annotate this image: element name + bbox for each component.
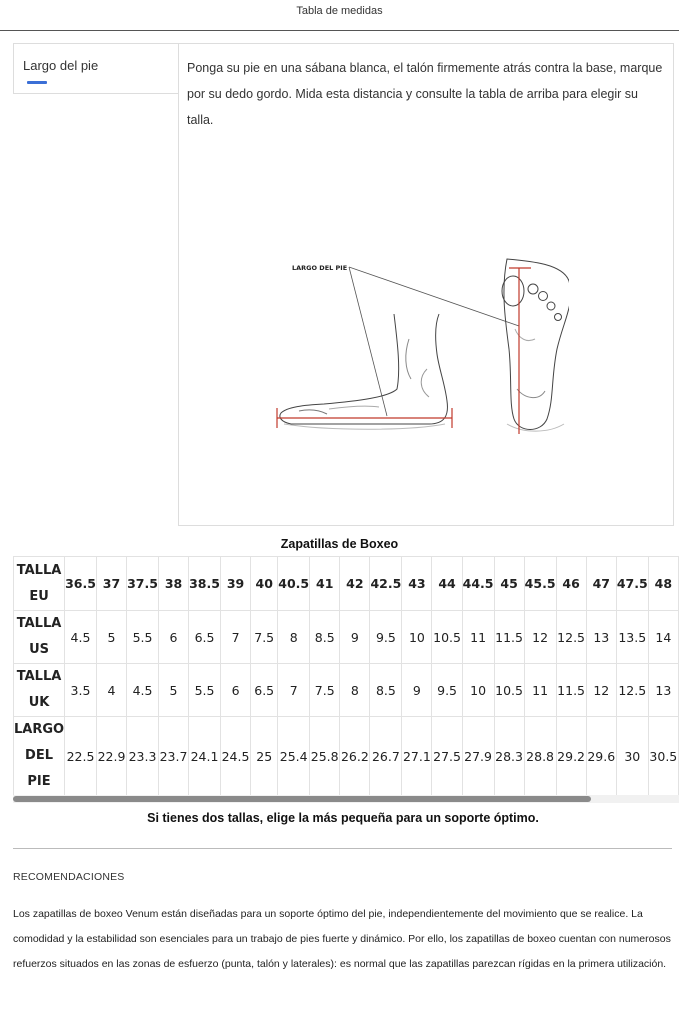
table-cell: 10 [462,664,494,717]
table-cell: 12 [586,664,616,717]
table-cell: 27.5 [432,717,462,796]
table-cell: 7 [220,611,250,664]
table-cell: 9 [402,664,432,717]
table-cell: 40 [251,557,278,611]
page-title: Tabla de medidas [296,5,383,17]
table-cell: 37 [96,557,126,611]
table-cell: 22.5 [65,717,97,796]
table-cell: 30.5 [648,717,678,796]
table-cell: 8.5 [310,611,340,664]
table-cell: 24.5 [220,717,250,796]
table-cell: 36.5 [65,557,97,611]
table-cell: 28.3 [494,717,524,796]
foot-length-measure-line [277,408,452,428]
size-table-title: Zapatillas de Boxeo [280,537,399,551]
table-cell: 27.1 [402,717,432,796]
row-header: LARGO DEL PIE [14,717,65,796]
table-cell: 26.2 [340,717,370,796]
table-row [14,664,679,717]
table-cell: 11.5 [556,664,586,717]
table-cell: 47 [586,557,616,611]
size-advice-note: Si tienes dos tallas, elige la más pequeña para un soporte óptimo. [147,811,539,825]
table-cell: 9 [340,611,370,664]
table-cell: 29.2 [556,717,586,796]
table-cell: 6.5 [189,611,221,664]
table-cell: 44.5 [462,557,494,611]
table-cell: 9.5 [370,611,402,664]
table-cell: 37.5 [127,557,159,611]
table-cell: 10.5 [494,664,524,717]
table-cell: 12.5 [556,611,586,664]
row-header: TALLA US [14,611,65,664]
tab-label: Largo del pie [23,58,99,73]
table-cell: 25.8 [310,717,340,796]
table-cell: 8 [278,611,310,664]
table-cell: 26.7 [370,717,402,796]
table-cell: 12 [524,611,556,664]
table-cell: 11 [524,664,556,717]
table-cell: 42.5 [370,557,402,611]
table-cell: 46 [556,557,586,611]
table-cell: 22.9 [96,717,126,796]
table-cell: 25 [251,717,278,796]
table-cell: 13.5 [616,611,648,664]
table-cell: 10 [402,611,432,664]
table-cell: 30 [616,717,648,796]
table-cell: 25.4 [278,717,310,796]
table-cell: 6 [158,611,188,664]
table-cell: 7.5 [251,611,278,664]
table-cell: 28.8 [524,717,556,796]
foot-measurement-illustration [269,219,569,434]
table-cell: 6 [220,664,250,717]
size-table-scroll-container[interactable] [13,556,679,801]
foot-side-view [280,314,448,429]
table-cell: 7.5 [310,664,340,717]
table-cell: 10.5 [432,611,462,664]
table-cell: 29.6 [586,717,616,796]
table-cell: 39 [220,557,250,611]
table-cell: 45.5 [524,557,556,611]
foot-length-label: LARGO DEL PIE [292,264,348,272]
table-cell: 8.5 [370,664,402,717]
table-cell: 3.5 [65,664,97,717]
table-cell: 42 [340,557,370,611]
table-cell: 4.5 [65,611,97,664]
table-row [14,611,679,664]
measurement-instructions: Ponga su pie en una sábana blanca, el talón firmemente atrás contra la base, marque por su dedo gordo. Mida esta distancia y consulte la tabla de arriba para elegir su talla. [187,61,663,127]
horizontal-scrollbar-thumb[interactable] [13,796,591,802]
table-cell: 5.5 [127,611,159,664]
foot-sole-view [502,259,569,431]
table-cell: 11.5 [494,611,524,664]
table-cell: 38 [158,557,188,611]
table-cell: 4.5 [127,664,159,717]
table-cell: 27.9 [462,717,494,796]
table-cell: 5.5 [189,664,221,717]
tab-content-panel [178,43,674,526]
table-cell: 5 [96,611,126,664]
table-cell: 43 [402,557,432,611]
table-cell: 23.3 [127,717,159,796]
table-cell: 45 [494,557,524,611]
table-cell: 14 [648,611,678,664]
recommendations-body: Los zapatillas de boxeo Venum están diseñadas para un soporte óptimo del pie, independientemente del movimiento que se realice. La comodidad y la estabilidad son esenciales para un trabajo de pies fuerte y dinámico. Por ello, los zapatillas de boxeo cuentan con numerosos refuerzos situados en las zonas de esfuerzo (punta, talón y laterales): es normal que las zapatillas parezcan rígidas en la primera utilización. [13,908,671,970]
row-header: TALLA UK [14,664,65,717]
table-cell: 13 [648,664,678,717]
table-cell: 48 [648,557,678,611]
table-cell: 24.1 [189,717,221,796]
active-tab-indicator [27,81,47,84]
table-cell: 9.5 [432,664,462,717]
table-cell: 44 [432,557,462,611]
table-cell: 4 [96,664,126,717]
table-cell: 13 [586,611,616,664]
tab-list [13,43,179,94]
section-divider [13,848,672,849]
table-cell: 40.5 [278,557,310,611]
table-cell: 7 [278,664,310,717]
table-cell: 41 [310,557,340,611]
table-cell: 11 [462,611,494,664]
table-cell: 6.5 [251,664,278,717]
modal-header [0,0,679,31]
table-cell: 5 [158,664,188,717]
size-table [13,556,679,796]
recommendations-title: RECOMENDACIONES [13,871,125,883]
table-row [14,557,679,611]
table-cell: 8 [340,664,370,717]
table-cell: 47.5 [616,557,648,611]
table-cell: 23.7 [158,717,188,796]
table-cell: 38.5 [189,557,221,611]
table-cell: 12.5 [616,664,648,717]
row-header: TALLA EU [14,557,65,611]
table-row [14,717,679,796]
